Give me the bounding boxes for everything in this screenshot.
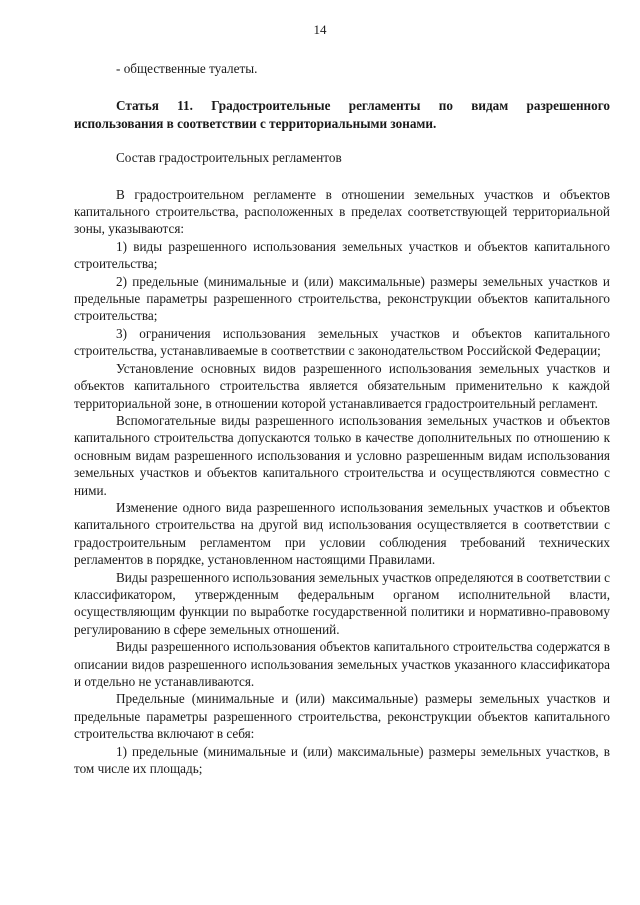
paragraph-change-of-use: Изменение одного вида разрешенного использования земельных участков и объектов капитального строительства на другой вид использования осуществляется в соответствии с градостроительным регламентом при условии соблюдения требований технических регламентов в порядке, установленном настоящими Правилами. [74, 499, 610, 568]
paragraph-limit-parameters: Предельные (минимальные и (или) максимальные) размеры земельных участков и предельные параметры разрешенного строительства, реконструкции объектов капитального строительства включают в себя: [74, 691, 610, 742]
paragraph-main-uses: Установление основных видов разрешенного использования земельных участков и объектов капитального строительства является обязательным применительно к каждой территориальной зоне, в отношении которой устанавливается градостроительный регламент. [74, 360, 610, 411]
list-item-bullet: - общественные туалеты. [116, 61, 258, 76]
paragraph-classifier: Виды разрешенного использования земельных участков определяются в соответствии с классификатором, утвержденным федеральным органом исполнительной власти, осуществляющим функции по выработке государственной политики и нормативно-правовому регулированию в сфере земельных отношений. [74, 569, 610, 637]
paragraph-intro: В градостроительном регламенте в отношении земельных участков и объектов капитального строительства, расположенных в пределах соответствующей территориальной зоны, указываются: [74, 186, 610, 237]
paragraph-limit-item-1: 1) предельные (минимальные и (или) максимальные) размеры земельных участков, в том числе их площадь; [74, 743, 610, 777]
paragraph-capital-objects: Виды разрешенного использования объектов капитального строительства содержатся в описании видов разрешенного использования земельных участков указанного классификатора и отдельно не устанавливаются. [74, 639, 610, 689]
paragraph-item-3: 3) ограничения использования земельных участков и объектов капитального строительства, устанавливаемые в соответствии с законодательством Российской Федерации; [74, 325, 610, 359]
page-number: 14 [313, 22, 327, 37]
article-heading: Статья 11. Градостроительные регламенты по видам разрешенного использования в соответствии с территориальными зонами. [74, 98, 610, 131]
document-body [74, 60, 610, 777]
paragraph-item-2: 2) предельные (минимальные и (или) максимальные) размеры земельных участков и предельные параметры разрешенного строительства, реконструкции объектов капитального строительства; [74, 273, 610, 324]
section-subheading: Состав градостроительных регламентов [116, 150, 342, 166]
paragraph-auxiliary-uses: Вспомогательные виды разрешенного использования земельных участков и объектов капитального строительства допускаются только в качестве дополнительных по отношению к основным видам разрешенного использования и условно разрешенным видам использования земельных участков и объектов капитального строительства и осуществляются совместно с ними. [74, 412, 610, 498]
paragraph-item-1: 1) виды разрешенного использования земельных участков и объектов капитального строительства; [74, 238, 610, 272]
